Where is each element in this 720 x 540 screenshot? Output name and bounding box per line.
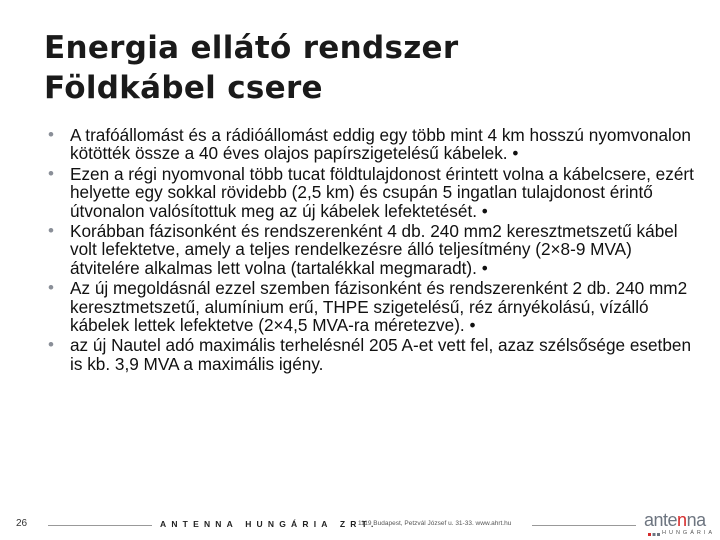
bullet-list — [46, 126, 706, 375]
footer-address: 1119 Budapest, Petzvál József u. 31-33. www.ahrt.hu — [358, 520, 512, 527]
logo-wordmark — [644, 510, 706, 531]
logo-wordmark-highlight: n — [677, 510, 687, 530]
bullet-item — [46, 165, 706, 220]
bullet-item — [46, 279, 706, 334]
bullet-text: A trafóállomást és a rádióállomást eddig egy több mint 4 km hosszú nyomvonalon kötötték össze a 40 éves olajos papírszigetelésű kábelek. • — [70, 125, 691, 164]
bullet-text: Ezen a régi nyomvonal több tucat földtulajdonost érintett volna a kábelcsere, ezért helyette egy sokkal rövidebb (2,5 km) és csupán 5 ingatlan tulajdonost érintő útvonalon valósítottuk meg az új kábelek lefektetését. • — [70, 163, 694, 221]
slide-title-line-2: Földkábel csere — [44, 70, 323, 106]
bullet-item — [46, 336, 706, 373]
bullet-icon: • — [48, 163, 54, 183]
slide-footer — [0, 506, 720, 540]
antenna-hungaria-logo — [644, 510, 716, 540]
logo-subtitle: HUNGÁRIA — [662, 530, 716, 536]
slide-title — [44, 28, 458, 108]
footer-divider-right — [532, 525, 636, 526]
slide-title-line-1: Energia ellátó rendszer — [44, 30, 459, 66]
logo-dots-icon — [648, 532, 660, 538]
bullet-icon: • — [48, 335, 54, 355]
page-number: 26 — [16, 518, 28, 529]
bullet-icon: • — [48, 221, 54, 241]
bullet-text: Korábban fázisonként és rendszerenként 4 db. 240 mm2 keresztmetszetű kábel volt lefektetve, amely a teljes rendelkezésre álló teljesítmény (2×8-9 MVA) átvitelére alkalmas lett volna (tartalékkal megmaradt). • — [70, 221, 678, 278]
footer-company-name: ANTENNA HUNGÁRIA ZRT. — [160, 519, 379, 529]
bullet-item — [46, 126, 706, 163]
bullet-icon: • — [48, 278, 54, 298]
bullet-text: az új Nautel adó maximális terhelésnél 205 A-et vett fel, azaz szélsősége esetben is kb. 3,9 MVA a maximális igény. — [70, 335, 692, 374]
bullet-item — [46, 222, 706, 277]
bullet-icon: • — [48, 125, 54, 144]
footer-divider-left — [48, 525, 152, 526]
logo-wordmark-suffix: na — [686, 510, 706, 530]
logo-wordmark-prefix: ante — [644, 510, 678, 530]
bullet-text: Az új megoldásnál ezzel szemben fázisonként és rendszerenként 2 db. 240 mm2 keresztmetszetű, alumínium erű, THPE szigetelésű, réz árnyékolású, vízálló kábelek lettek lefektetve (2×4,5 MVA-ra méretezve). • — [70, 278, 688, 336]
